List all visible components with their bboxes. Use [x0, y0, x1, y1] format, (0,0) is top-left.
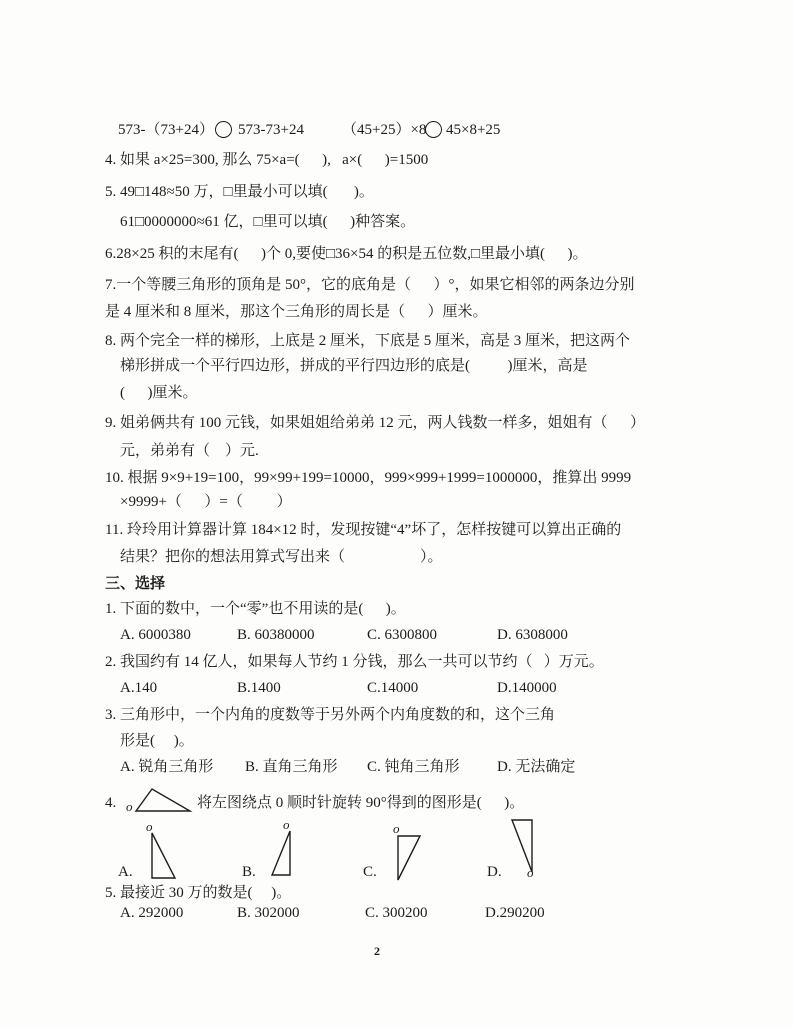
comparison-expression: （45+25）×8: [342, 122, 427, 138]
choice-question-number: 4.: [105, 795, 117, 811]
choice-option: A. 292000: [120, 905, 184, 921]
question-7-line: 7.一个等腰三角形的顶角是 50°，它的底角是（ ）°，如果它相邻的两条边分别: [105, 277, 635, 293]
choice-question-stem: 2. 我国约有 14 亿人，如果每人节约 1 分钱，那么一共可以节约（ ）万元。: [105, 654, 604, 670]
choice-option: D.140000: [497, 680, 557, 696]
choice-option: A. 锐角三角形: [120, 759, 214, 775]
rotation-point-label: o: [126, 799, 133, 814]
question-11-line: 11. 玲玲用计算器计算 184×12 时，发现按键“4”坏了，怎样按键可以算出正确的: [105, 522, 622, 538]
choice-option: A.140: [120, 680, 158, 696]
choice-option: D.: [487, 864, 502, 880]
question-10-line: 10. 根据 9×9+19=100，99×99+199=10000，999×999+1999=1000000，推算出 9999: [105, 470, 632, 486]
question-7-continuation: 是 4 厘米和 8 厘米，那这个三角形的周长是（ ）厘米。: [105, 304, 488, 320]
choice-option: B. 302000: [237, 905, 300, 921]
choice-option: C. 300200: [365, 905, 428, 921]
choice-option: B. 60380000: [237, 627, 315, 643]
question-8-continuation: ( )厘米。: [120, 385, 198, 401]
choice-option: C.: [363, 864, 377, 880]
question-8-continuation: 梯形拼成一个平行四边形，拼成的平行四边形的底是( )厘米，高是: [120, 358, 588, 374]
question-6-line: 6.28×25 积的末尾有( )个 0,要使□36×54 的积是五位数,□里最小填( )。: [105, 246, 588, 262]
option-c-triangle: [398, 836, 420, 880]
option-a-triangle: [152, 833, 175, 878]
question-5-subline: 61□0000000≈61 亿，□里可以填( )种答案。: [120, 214, 416, 230]
comparison-expression: 573-（73+24）: [118, 122, 214, 138]
question-4-line: 4. 如果 a×25=300, 那么 75×a=( ), a×( )=1500: [105, 152, 429, 168]
option-b-triangle: [272, 831, 290, 875]
comparison-circle-blank: [425, 121, 442, 138]
choice-question-stem: 3. 三角形中，一个内角的度数等于另外两个内角度数的和，这个三角: [105, 707, 556, 723]
comparison-expression: 573-73+24: [238, 122, 304, 138]
choice-option: A. 6000380: [120, 627, 191, 643]
rotation-point-label: o: [527, 865, 534, 880]
choice-option: D.290200: [485, 905, 545, 921]
choice-question-stem: 1. 下面的数中，一个“零”也不用读的是( )。: [105, 601, 406, 617]
reference-triangle: [136, 789, 190, 811]
rotation-point-label: o: [146, 819, 153, 834]
choice-question-stem: 5. 最接近 30 万的数是( )。: [105, 885, 292, 901]
section-title: 三、选择: [105, 576, 166, 592]
question-10-continuation: ×9999+（ ）=（ ）: [120, 494, 292, 510]
choice-option: D. 6308000: [497, 627, 568, 643]
choice-option: D. 无法确定: [497, 759, 576, 775]
choice-option: C. 6300800: [367, 627, 438, 643]
choice-option: A.: [118, 864, 133, 880]
rotation-point-label: o: [283, 817, 290, 832]
choice-option: B.1400: [237, 680, 281, 696]
rotation-point-label: o: [393, 821, 400, 836]
question-9-continuation: 元，弟弟有（ ）元.: [120, 443, 259, 459]
page-number: 2: [374, 944, 380, 958]
choice-option: C.14000: [367, 680, 419, 696]
choice-option: B.: [242, 864, 256, 880]
choice-option: C. 钝角三角形: [367, 759, 460, 775]
question-11-continuation: 结果？把你的想法用算式写出来（ ）。: [120, 549, 443, 565]
choice-question-stem: 将左图绕点 0 顺时针旋转 90°得到的图形是( )。: [197, 795, 525, 811]
choice-question-stem-continuation: 形是( )。: [120, 733, 194, 749]
question-5-line: 5. 49□148≈50 万，□里最小可以填( )。: [105, 184, 374, 200]
question-9-line: 9. 姐弟俩共有 100 元钱，如果姐姐给弟弟 12 元，两人钱数一样多，姐姐有（ ）: [105, 415, 646, 431]
comparison-circle-blank: [215, 121, 232, 138]
question-8-line: 8. 两个完全一样的梯形，上底是 2 厘米，下底是 5 厘米，高是 3 厘米，把这两个: [105, 333, 631, 349]
choice-option: B. 直角三角形: [245, 759, 338, 775]
comparison-expression: 45×8+25: [446, 122, 501, 138]
